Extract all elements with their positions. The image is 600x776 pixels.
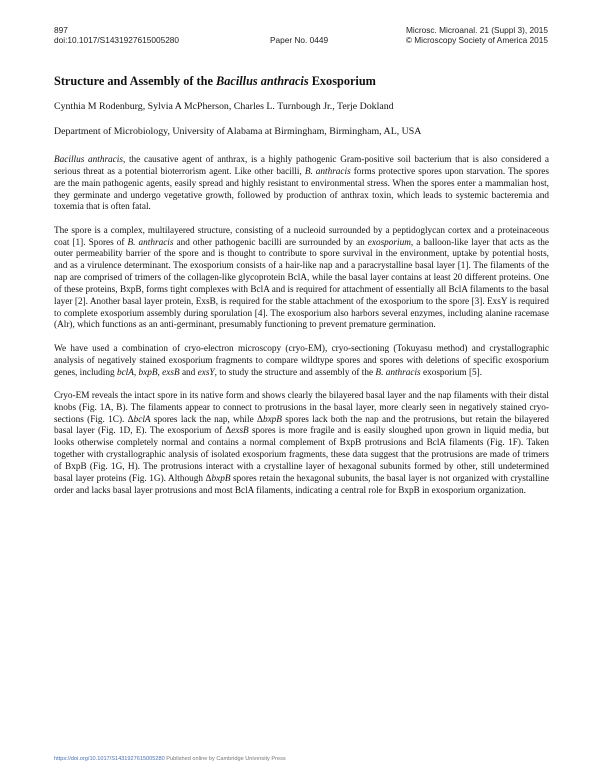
species-name: B. anthracis	[127, 237, 174, 248]
gene-name: bxpB	[262, 414, 282, 425]
title-part-2: Exosporium	[308, 74, 376, 88]
text-run: and other pathogenic bacilli are surrounded by an	[173, 237, 368, 248]
text-run: Cryo-EM reveals the intact spore in its native form and shows clearly the bilayered basal layer and the nap filaments with their distal knobs (Fig. 1A, B). The filaments appear to connect to protrusions in the basal layer, more clearly seen in negatively stained cryo-sections (Fig. 1C). Δ	[54, 390, 549, 425]
paragraph-4	[54, 391, 549, 498]
page-footer	[54, 756, 286, 763]
abstract-body	[54, 155, 549, 509]
species-name: B. anthracis	[304, 166, 351, 177]
gene-name: exsB	[231, 426, 249, 437]
header-doi: doi:10.1017/S1431927615005280	[54, 35, 180, 46]
gene-name: exsB	[162, 367, 180, 378]
text-run: and	[179, 367, 198, 378]
title-species: Bacillus anthracis	[216, 74, 309, 88]
gene-name: exsY	[197, 367, 215, 378]
text-run: ,	[133, 367, 139, 378]
paragraph-1	[54, 155, 549, 214]
footer-doi-link[interactable]: https://doi.org/10.1017/S1431927615005280	[54, 756, 165, 762]
text-run: , to study the structure and assembly of the	[214, 367, 376, 378]
paper-number: Paper No. 0449	[270, 35, 329, 46]
gene-name: bclA	[133, 414, 151, 425]
gene-name: bxpB	[211, 473, 231, 484]
text-run: We have used a combination of cryo-electron microscopy (cryo-EM), cryo-sectioning (Tokuyasu method) and crystallographic analysis of negatively stained exosporium fragments to compare wildtype spores and spores with deletions of specific exosporium genes, including	[54, 343, 549, 378]
copyright-notice: © Microscopy Society of America 2015	[405, 35, 548, 46]
text-run: , a balloon-like layer that acts as the outer permeability barrier of the spore and is thought to contribute to spore survival in the environment, uptake by potential hosts, and as a virulence determinant. The exosporium consists of a hair-like nap and a paracrystalline basal layer [1]. The filaments of the nap are comprised of trimers of the collagen-like glycoprotein BclA, while the basal layer contains at least 20 different proteins. One of these proteins, BxpB, forms tight complexes with BclA and is required for attachment of essentially all BclA filaments to the basal layer [2]. Another basal layer protein, ExsB, is required for the stable attachment of the exosporium to the spore [3]. ExsY is required to complete exosporium assembly during sporulation [4]. The exosporium also harbors several enzymes, including alanine racemase (Alr), which functions as an anti-germinant, presumably functioning to prevent premature germination.	[54, 237, 549, 331]
header-left	[54, 25, 179, 46]
text-run: exosporium [5].	[420, 367, 483, 378]
text-run: , the causative agent of anthrax, is a highly pathogenic Gram-positive soil bacterium that is also considered a serious threat as a potential bioterrorism agent. Like other bacilli,	[54, 155, 550, 177]
species-name: B. anthracis	[375, 367, 421, 378]
text-run: ,	[157, 367, 163, 378]
title-part-1: Structure and Assembly of the	[54, 74, 217, 88]
text-run: spores is more fragile and is easily sloughed upon grown in liquid media, but looks otherwise completely normal and contains a normal complement of BxpB protrusions and BclA filaments (Fig. 1F). Taken together with crystallographic analysis of isolated exosporium fragments, these data suggest that the protrusions are made of trimers of BxpB (Fig. 1G, H). The protrusions interact with a crystalline layer of hexagonal subunits formed by other, still undetermined basal layer proteins (Fig. 1G). Although Δ	[54, 426, 549, 484]
gene-name: bclA	[116, 367, 134, 378]
text-run: spores lack the nap, while Δ	[150, 414, 263, 425]
affiliation: Department of Microbiology, University of Alabama at Birmingham, Birmingham, AL, USA	[54, 126, 422, 137]
species-name: Bacillus anthracis	[54, 155, 123, 165]
journal-citation: Microsc. Microanal. 21 (Suppl 3), 2015	[405, 25, 548, 35]
header-right	[406, 25, 548, 46]
gene-name: bxpB	[138, 367, 158, 378]
term-emphasis: exosporium	[367, 237, 411, 248]
author-list: Cynthia M Rodenburg, Sylvia A McPherson, Charles L. Turnbough Jr., Terje Dokland	[54, 101, 394, 112]
footer-published: Published online by Cambridge University Press	[164, 756, 286, 762]
paragraph-2	[54, 226, 549, 333]
text-run: spores retain the hexagonal subunits, the basal layer is not organized with crystalline order and lacks basal layer protrusions and most BclA filaments, indicating a central role for BxpB in exosporium organization.	[54, 473, 550, 496]
paragraph-3	[54, 344, 549, 380]
text-run: spores lack both the nap and the protrusions, but retain the bilayered basal layer (Fig. 1D, E). The exosporium of Δ	[54, 414, 550, 437]
page-number: 897	[54, 25, 68, 35]
text-run: forms protective spores upon starvation. The spores are the main pathogenic agents, easily spread and highly resistant to environmental stress. When the spores enter a mammalian host, they germinate and undergo vegetative growth, followed by production of anthrax toxin, which leads to systemic bacteremia and toxemia that is often fatal.	[54, 166, 549, 213]
paper-title	[54, 74, 554, 89]
text-run: The spore is a complex, multilayered structure, consisting of a nucleoid surrounded by a peptidoglycan cortex and a proteinaceous coat [1]. Spores of	[54, 225, 549, 248]
